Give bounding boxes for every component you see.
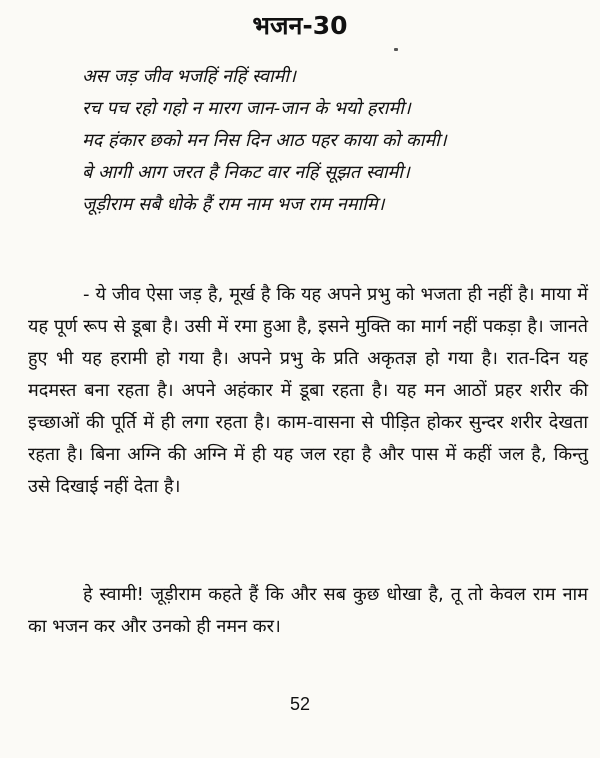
verse-line: बे आगी आग जरत है निकट वार नहिं सूझत स्वामी।: [82, 162, 410, 183]
conclusion-paragraph: हे स्वामी! जूड़ीराम कहते हैं कि और सब कुछ धोखा है, तू तो केवल राम नाम का भजन कर और उनको ही नमन कर।: [28, 584, 588, 637]
page-number: 52: [289, 694, 311, 714]
explanation-paragraph: - ये जीव ऐसा जड़ है, मूर्ख है कि यह अपने प्रभु को भजता ही नहीं है। माया में यह पूर्ण रूप से डूबा है। उसी में रमा हुआ है, इसने मुक्ति का मार्ग नहीं पकड़ा है। जानते हुए भी यह हरामी हो गया है। अपने प्रभु के प्रति अकृतज्ञ हो गया है। रात-दिन यह मदमस्त बना रहता है। अपने अहंकार में डूबा रहता है। यह मन आठों प्रहर शरीर की इच्छाओं की पूर्ति में ही लगा रहता है। काम-वासना से पीड़ित होकर सुन्दर शरीर देखता रहता है। बिना अग्नि की अग्नि में ही यह जल रहा है और पास में कहीं जल है, किन्तु उसे दिखाई नहीं देता है।: [28, 284, 588, 497]
verse-line: जूड़ीराम सबै धोके हैं राम नाम भज राम नमामि।: [82, 194, 385, 215]
page-title: भजन-30: [252, 11, 348, 40]
print-speck: [394, 48, 398, 51]
verse-line: मद हंकार छको मन निस दिन आठ पहर काया को कामी।: [82, 130, 447, 151]
verse-block: [82, 61, 592, 221]
verse-line: अस जड़ जीव भजहिं नहिं स्वामी।: [82, 66, 296, 87]
verse-line: रच पच रहो गहो न मारग जान-जान के भयो हरामी।: [82, 98, 411, 119]
